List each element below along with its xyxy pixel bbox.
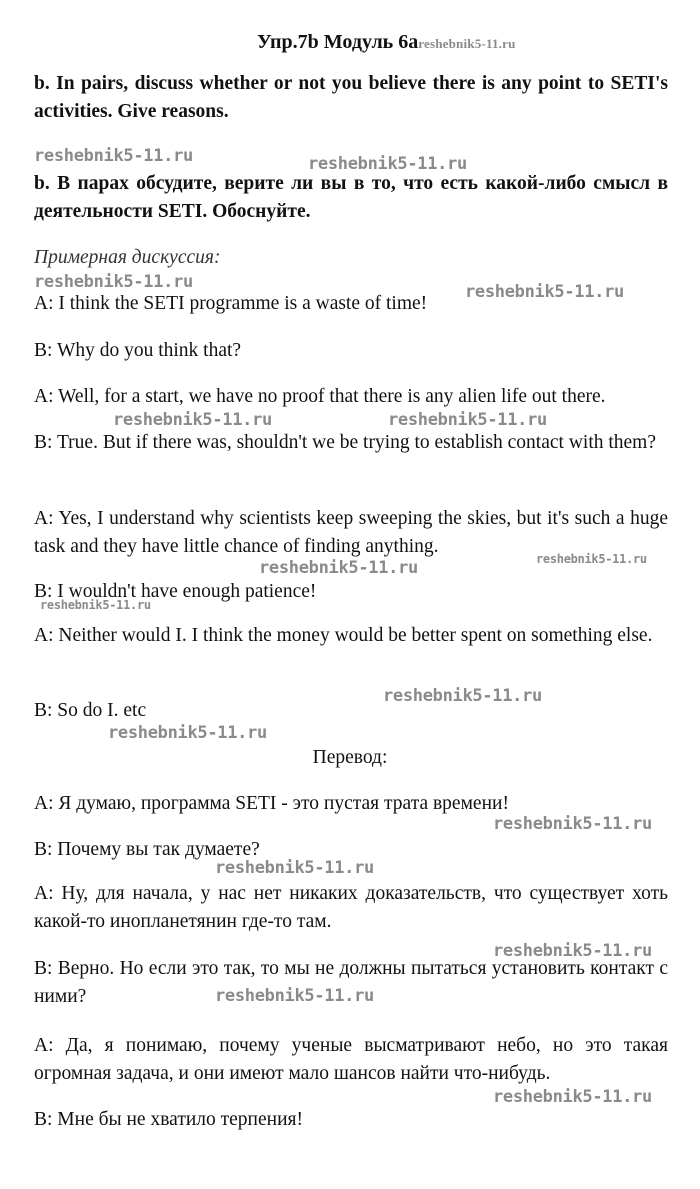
title-text: Упр.7b Модуль 6a — [257, 31, 419, 53]
watermark: reshebnik5-11.ru — [493, 1087, 652, 1107]
watermark: reshebnik5-11.ru — [34, 272, 193, 292]
dialogue-en-line-3: A: Well, for a start, we have no proof that there is any alien life out there. — [34, 386, 606, 407]
dialogue-ru-line-1: А: Я думаю, программа SETI - это пустая трата времени! — [34, 793, 509, 814]
dialogue-en-line-1: A: I think the SETI programme is a waste of time! — [34, 293, 428, 314]
dialogue-en-line-4: B: True. But if there was, shouldn't we be trying to establish contact with them? — [34, 432, 657, 453]
watermark: reshebnik5-11.ru — [493, 941, 652, 961]
watermark: reshebnik5-11.ru — [113, 410, 272, 430]
sample-discussion-label: Примерная дискуссия: — [34, 247, 221, 268]
dialogue-en-line-7: A: Neither would I. I think the money would be better spent on something else. — [34, 625, 653, 646]
dialogue-en-line-6: B: I wouldn't have enough patience! — [34, 581, 317, 602]
watermark: reshebnik5-11.ru — [259, 558, 418, 578]
translation-label: Перевод: — [312, 747, 388, 768]
dialogue-ru-line-6: В: Мне бы не хватило терпения! — [34, 1109, 303, 1130]
watermark: reshebnik5-11.ru — [383, 686, 542, 706]
dialogue-en-line-8: B: So do I. etc — [34, 700, 147, 721]
dialogue-en-line-2: B: Why do you think that? — [34, 340, 242, 361]
task-english: b. In pairs, discuss whether or not you believe there is any point to SETI's activities. Give reasons. — [34, 73, 668, 122]
dialogue-ru-line-3: А: Ну, для начала, у нас нет никаких доказательств, что существует хоть какой-то инопланетянин где-то там. — [34, 883, 668, 932]
page-title — [257, 30, 516, 56]
dialogue-ru-line-4: В: Верно. Но если это так, то мы не должны пытаться установить контакт с ними? — [34, 958, 668, 1007]
dialogue-ru-line-5: А: Да, я понимаю, почему ученые высматривают небо, но это такая огромная задача, и они имеют мало шансов найти что-нибудь. — [34, 1035, 668, 1084]
watermark: reshebnik5-11.ru — [40, 598, 151, 612]
dialogue-ru-line-2: В: Почему вы так думаете? — [34, 839, 260, 860]
watermark: reshebnik5-11.ru — [465, 282, 624, 302]
task-russian: b. В парах обсудите, верите ли вы в то, что есть какой-либо смысл в деятельности SETI. Обоснуйте. — [34, 173, 668, 222]
watermark: reshebnik5-11.ru — [308, 154, 467, 174]
dialogue-en-line-5: A: Yes, I understand why scientists keep sweeping the skies, but it's such a huge task and they have little chance of finding anything. — [34, 508, 668, 557]
watermark: reshebnik5-11.ru — [215, 858, 374, 878]
title-watermark: reshebnik5-11.ru — [418, 36, 516, 51]
watermark: reshebnik5-11.ru — [34, 146, 193, 166]
watermark: reshebnik5-11.ru — [108, 723, 267, 743]
watermark: reshebnik5-11.ru — [493, 814, 652, 834]
watermark: reshebnik5-11.ru — [388, 410, 547, 430]
watermark: reshebnik5-11.ru — [536, 552, 647, 566]
watermark: reshebnik5-11.ru — [215, 986, 374, 1006]
